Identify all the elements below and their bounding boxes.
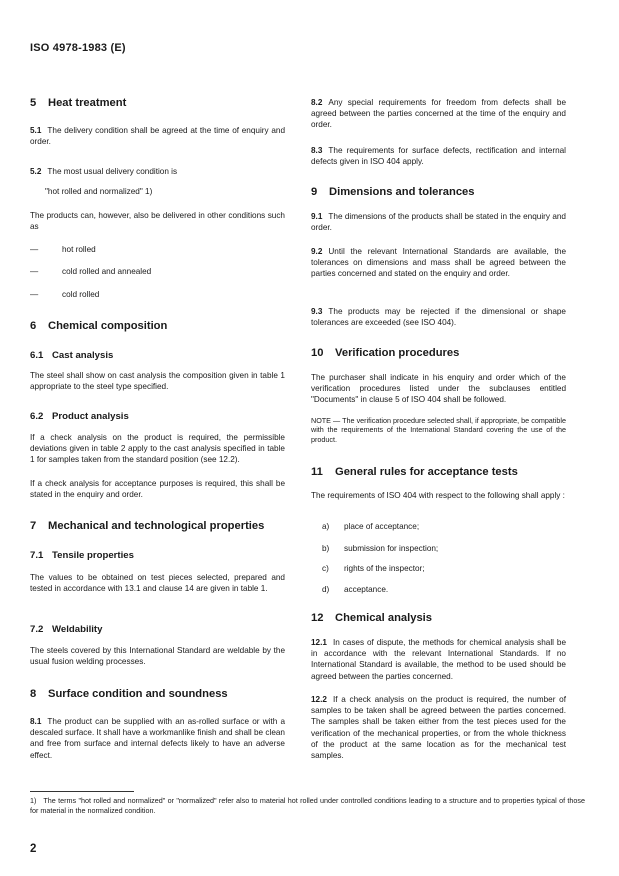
document-header: ISO 4978-1983 (E) bbox=[30, 42, 126, 54]
paragraph-6-2-b: If a check analysis for acceptance purposes is required, this shall be stated in the enquiry and order. bbox=[30, 479, 285, 500]
paragraph-9-2: 9.2 Until the relevant International Standards are available, the tolerances on dimensions and mass shall be agreed between the parties concerned and stated on the enquiry and order. bbox=[311, 247, 566, 279]
paragraph-12-2: 12.2 If a check analysis on the product is required, the number of samples to be taken shall be agreed between the parties concerned. The samples shall be taken either from the test pieces used for the verification of the mechanical properties, or from the whole thickness of the product at the same location as for the mechanical test samples. bbox=[311, 695, 566, 761]
paragraph-5-2: 5.2 The most usual delivery condition is bbox=[30, 167, 178, 176]
paragraph-8-2: 8.2 Any special requirements for freedom from defects shall be agreed between the parties concerned at the time of the enquiry and order. bbox=[311, 98, 566, 130]
list-item: — hot rolled bbox=[30, 245, 96, 254]
paragraph-8-3: 8.3 The requirements for surface defects, rectification and internal defects given in ISO 404 apply. bbox=[311, 146, 566, 167]
paragraph-7-2: The steels covered by this International Standard are weldable by the usual fusion welding processes. bbox=[30, 646, 285, 667]
footnote: 1) The terms "hot rolled and normalized" or "normalized" refer also to material hot rolled under controlled conditions leading to a structure and to properties typical of those for material in the normalized condition. bbox=[30, 796, 585, 816]
section-7-1-heading: 7.1 Tensile properties bbox=[30, 550, 134, 561]
paragraph-5-other-conditions: The products can, however, also be delivered in other conditions such as bbox=[30, 211, 285, 232]
paragraph-5-1: 5.1 The delivery condition shall be agreed at the time of enquiry and order. bbox=[30, 126, 285, 147]
section-7-heading: 7 Mechanical and technological properties bbox=[30, 520, 265, 532]
section-6-1-heading: 6.1 Cast analysis bbox=[30, 350, 114, 361]
footnote-ref: 1) bbox=[145, 187, 153, 196]
section-11-heading: 11 General rules for acceptance tests bbox=[311, 466, 518, 478]
section-6-heading: 6 Chemical composition bbox=[30, 320, 168, 332]
delivery-condition-quote: "hot rolled and normalized" 1) bbox=[45, 187, 153, 196]
paragraph-10: The purchaser shall indicate in his enquiry and order which of the verification procedures listed under the subclauses entitled "Documents" in clause 5 of ISO 404 shall be followed. bbox=[311, 373, 566, 405]
list-item: b) submission for inspection; bbox=[322, 544, 439, 553]
paragraph-9-1: 9.1 The dimensions of the products shall be stated in the enquiry and order. bbox=[311, 212, 566, 233]
list-item: a) place of acceptance; bbox=[322, 522, 420, 531]
section-12-heading: 12 Chemical analysis bbox=[311, 612, 433, 624]
section-5-heading: 5 Heat treatment bbox=[30, 97, 127, 109]
section-9-heading: 9 Dimensions and tolerances bbox=[311, 186, 475, 198]
note-10: NOTE — The verification procedure selected shall, if appropriate, be compatible with the requirements of the International Standard covering the use of the product. bbox=[311, 416, 566, 444]
page-number: 2 bbox=[30, 843, 37, 855]
paragraph-6-2-a: If a check analysis on the product is required, the permissible deviations given in table 2 apply to the cast analysis specified in table 1 for samples taken from the standard position (see 12.2). bbox=[30, 433, 285, 465]
section-10-heading: 10 Verification procedures bbox=[311, 347, 460, 359]
list-item: d) acceptance. bbox=[322, 585, 389, 594]
list-item: — cold rolled bbox=[30, 290, 100, 299]
paragraph-9-3: 9.3 The products may be rejected if the dimensional or shape tolerances are exceeded (see ISO 404). bbox=[311, 307, 566, 328]
section-7-2-heading: 7.2 Weldability bbox=[30, 624, 103, 635]
paragraph-8-1: 8.1 The product can be supplied with an as-rolled surface or with a descaled surface. It shall have a workmanlike finish and shall be clean and free from surface and internal defects likely to have an adverse effect. bbox=[30, 717, 285, 760]
section-8-heading: 8 Surface condition and soundness bbox=[30, 688, 228, 700]
paragraph-7-1: The values to be obtained on test pieces selected, prepared and tested in accordance with 13.1 and clause 14 are given in table 1. bbox=[30, 573, 285, 594]
paragraph-11: The requirements of ISO 404 with respect to the following shall apply : bbox=[311, 491, 565, 500]
paragraph-12-1: 12.1 In cases of dispute, the methods for chemical analysis shall be in accordance with the relevant International Standards. If no International Standard is available, the method to be used should be agreed between the parties concerned. bbox=[311, 638, 566, 681]
list-item: c) rights of the inspector; bbox=[322, 564, 425, 573]
section-6-2-heading: 6.2 Product analysis bbox=[30, 411, 129, 422]
footnote-divider bbox=[30, 791, 134, 792]
paragraph-6-1: The steel shall show on cast analysis the composition given in table 1 appropriate to the steel type specified. bbox=[30, 371, 285, 392]
list-item: — cold rolled and annealed bbox=[30, 267, 152, 276]
